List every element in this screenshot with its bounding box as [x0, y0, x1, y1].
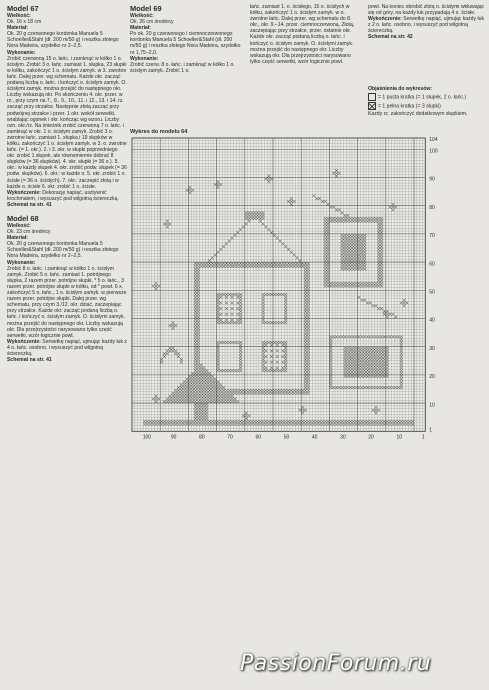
x-tick-label: 1: [421, 434, 425, 441]
y-tick-label: 40: [429, 317, 435, 324]
column-3: [250, 4, 360, 65]
size-label: Wielkość:: [7, 13, 31, 19]
y-tick-label: 100: [429, 148, 438, 155]
x-tick-label: 50: [283, 434, 290, 441]
y-tick-label: 10: [429, 402, 435, 409]
finish-label: Wykończenie:: [7, 338, 41, 345]
work-text: Zrobić czerw. 8 o. łańc. i zamknąć w kółko 1 o. ścisłym zamyk. Zrobić 1 o.: [130, 61, 235, 74]
material-label: Materiał:: [130, 25, 151, 32]
size-value: Ok. 23 cm średnicy: [7, 229, 51, 236]
legend-item-filled: = 1 pełna kratka (= 3 słupki): [378, 103, 441, 110]
finish-text: Serwetkę napiąć, ujmując każdy łuk z 2 o. łańc. osobno, i wysuszyć pod wilgotną ściereczką.: [368, 16, 484, 35]
size-label: Wielkość:: [130, 13, 154, 19]
legend-title: Objaśnienia do wykresów:: [368, 86, 432, 92]
finish-text: Serwetkę napiąć, ujmując każdy łuk z 4 o. łańc. osobno, i wysuszyć pod wilgotną ściereczką.: [7, 338, 127, 357]
x-tick-label: 40: [311, 434, 318, 441]
model-67-title: Model 67: [7, 4, 39, 13]
work-label: Wykonanie:: [7, 49, 36, 56]
column-4: [368, 4, 486, 41]
x-tick-label: 30: [340, 434, 346, 441]
work-text: Zrobić czerwoną 15 o. łańc. i zamknąć w kółko 1 o. ścisłym. Zrobić 3 o. łańc. zamiast 1. słupka, 23 słupki w kółku, zakończyć 1 o. ścisłym zamyk. w 3. zwrotne łańc. Dalej przer. wg schematu. Każde okr. zacząć podaną liczbą o. łańc. i kończyć o. ścisłym zamyk. O. ścisłymi zamyk. można przejść do następnego okr. Liczby wskazują okr. Po skończeniu 4. okr. przer. w rz., przy czym na 7., 8., 9., 10., 11. i 12., 13. i 14. rz. zacząć przy strzałce. Następnie złotą zacząć przy podwójnej strzałce i przer. 1 okr. wokół serwetki, wrabiając ogonek i okr. kończąc wg wzoru. Liczby ozn. okr./rz. Na śnieżnik zrobić czerwoną 7 o. łańc. i zamknąć w okr. 1 o. ścisłym zamyk. Zrobić 3 o. zwrotne łańc. zamiast 1. słupka i 19 słupków w kółku, zakończyć 1 o. ścisłym zamyk. w 3. o. zwrotne łańc. (= 1. okr.). 2. i 3. okr. w słupki poprzedniego okr. zrobić 1 słupek, ale równomiernie dobrać 8 słupków (= 36 słupków). 4. okr. słupki (= 36 o.). 5. okr.: w każdy słupek 4. okr. zrobić podw. słupek (= 36 podw. słupków). 6. okr.: w każde o. 5. okr. zrobić 1 o. ścisłe (= 36 o. ścisłych). 7. okr.: zaczepić złotą i w każde o. ścisłe 6. okr. zrobić 1 o. ścisłe.: [7, 55, 127, 190]
y-tick-label: 1: [429, 427, 433, 434]
material-text: Ok. 20 g czerwonego kordonka Manuela 5 Schoeller&Stahl (dł. 200 m/50 g) i resztka złotego Nora Madeira, szydełko nr 2–2,5.: [7, 241, 119, 260]
size-value: Ok. 16 x 18 cm: [7, 19, 42, 26]
crochet-chart: [128, 128, 444, 640]
filled-cell-icon: [368, 102, 376, 110]
y-tick-label: 70: [429, 233, 435, 240]
x-tick-label: 70: [227, 434, 233, 441]
watermark: PassionForum.ru: [240, 651, 432, 676]
chart-title: Wykres do modelu 64: [130, 129, 188, 135]
x-tick-label: 90: [170, 434, 177, 441]
x-tick-label: 10: [396, 434, 403, 441]
model-68-title: Model 68: [7, 214, 39, 223]
y-tick-label: 80: [429, 204, 435, 211]
y-tick-label: 90: [429, 176, 435, 183]
work-label: Wykonanie:: [130, 55, 159, 62]
size-label: Wielkość:: [7, 223, 31, 229]
schema-ref: Schemat na str. 41: [7, 201, 52, 208]
finish-label: Wykończenie:: [7, 189, 41, 196]
y-tick-label: 50: [429, 289, 435, 296]
y-tick-label: 20: [429, 374, 435, 381]
model-68-section: [7, 214, 127, 363]
material-label: Materiał:: [7, 235, 28, 242]
material-label: Materiał:: [7, 25, 28, 32]
model-69-title: Model 69: [130, 4, 162, 13]
schema-ref: Schemat na str. 42: [368, 34, 413, 41]
column-1: [7, 4, 127, 363]
legend-item-empty: = 1 pusta kratka (= 1 słupek, 2 o. łańc.): [378, 94, 467, 101]
x-tick-label: 100: [142, 434, 152, 441]
size-value: Ok. 26 cm średnicy: [130, 19, 174, 26]
legend: [368, 86, 486, 118]
x-tick-label: 20: [368, 434, 374, 441]
y-tick-label: 104: [429, 137, 438, 144]
finish-label: Wykończenie:: [368, 16, 402, 23]
work-text: Zrobić 8 o. łańc. i zamknąć w kółko 1 o. ścisłym zamyk. Zrobić 5 o. łańc. zamiast 1. potrójnego słupka, 2 razem przer. potrójne słupki, * 5 o. łańc., 3 razem przer. potrójne słupki w kółku, od * powt. 6 x, zakończyć 5 o. łańc., 1 o. ścisłym zamyk. w pierwsze razem przer. potrójne słupki. Dalej przer. wg schematu, przy czym 3./12. okr. dziać, zaczepiając przy strzałce. Każde okr. zacząć podaną liczbą o. łańc. i kończyć o. ścisłym zamyk. O. ścisłymi zamyk. można przejść do następnego okr. Liczby wskazują okr. Dla przejrzystości narysowano tylko część serwetki, wzór łogicznie powt.: [7, 265, 127, 339]
material-text: Po ok. 20 g czerwonego i ciemnoczerwonego kordonka Manuela 5 Schoeller&Stahl (dł. 200 m/50 g) i resztka złotego Nora Madeira, szydełko nr 1,75–2,0.: [130, 31, 241, 56]
finish-text: Dekorację napiąć, usztywnić krochmalem, i wysuszyć pod wilgotną ściereczką.: [7, 189, 119, 202]
empty-cell-icon: [368, 93, 376, 101]
x-tick-label: 80: [199, 434, 205, 441]
schema-ref: Schemat na str. 41: [7, 357, 52, 364]
legend-note: Kazdy rz. zakończyć dodatkowym słupkiem.: [368, 111, 468, 118]
work-label: Wykonanie:: [7, 259, 36, 266]
y-tick-label: 30: [429, 345, 435, 352]
y-tick-label: 60: [429, 261, 435, 268]
continued-text: powt. Na koniec obrobić złotą o. ścisłymi wkłuwając się od góry, na każdy łuk przypadają 4 o. ścisłe.: [368, 4, 485, 17]
column-2: [130, 4, 244, 74]
x-tick-label: 60: [255, 434, 262, 441]
continued-text: łańc. zamiast 1. o. ścisłego, 15 o. ścisłych w kółku, zakończyć 1 o. ścisłym zamyk. w o. zwrotne łańc. Dalej przer. wg schematu do 8. okr., okr. 9.–14. przer. ciemnoczerwoną. Złotą, zaczepiając przy strzałce, przer. ostatnie okr. Każde okr. zacząć podaną liczbą o. łańc. i kończyć o. ścisłym zamyk. O. ścisłymi zamyk. można przejść do następnego okr. Liczby wskazują okr. Dla przejrzystości narysowano tylko część serwetki, wzór logicznie powt.: [250, 4, 355, 65]
material-text: Ok. 20 g czerwonego kordonka Manuela 5 Schoeller&Stahl (dł. 200 m/50 g) i resztka złotego Nora Madeira, szydełko nr 2–2,5.: [7, 31, 119, 50]
